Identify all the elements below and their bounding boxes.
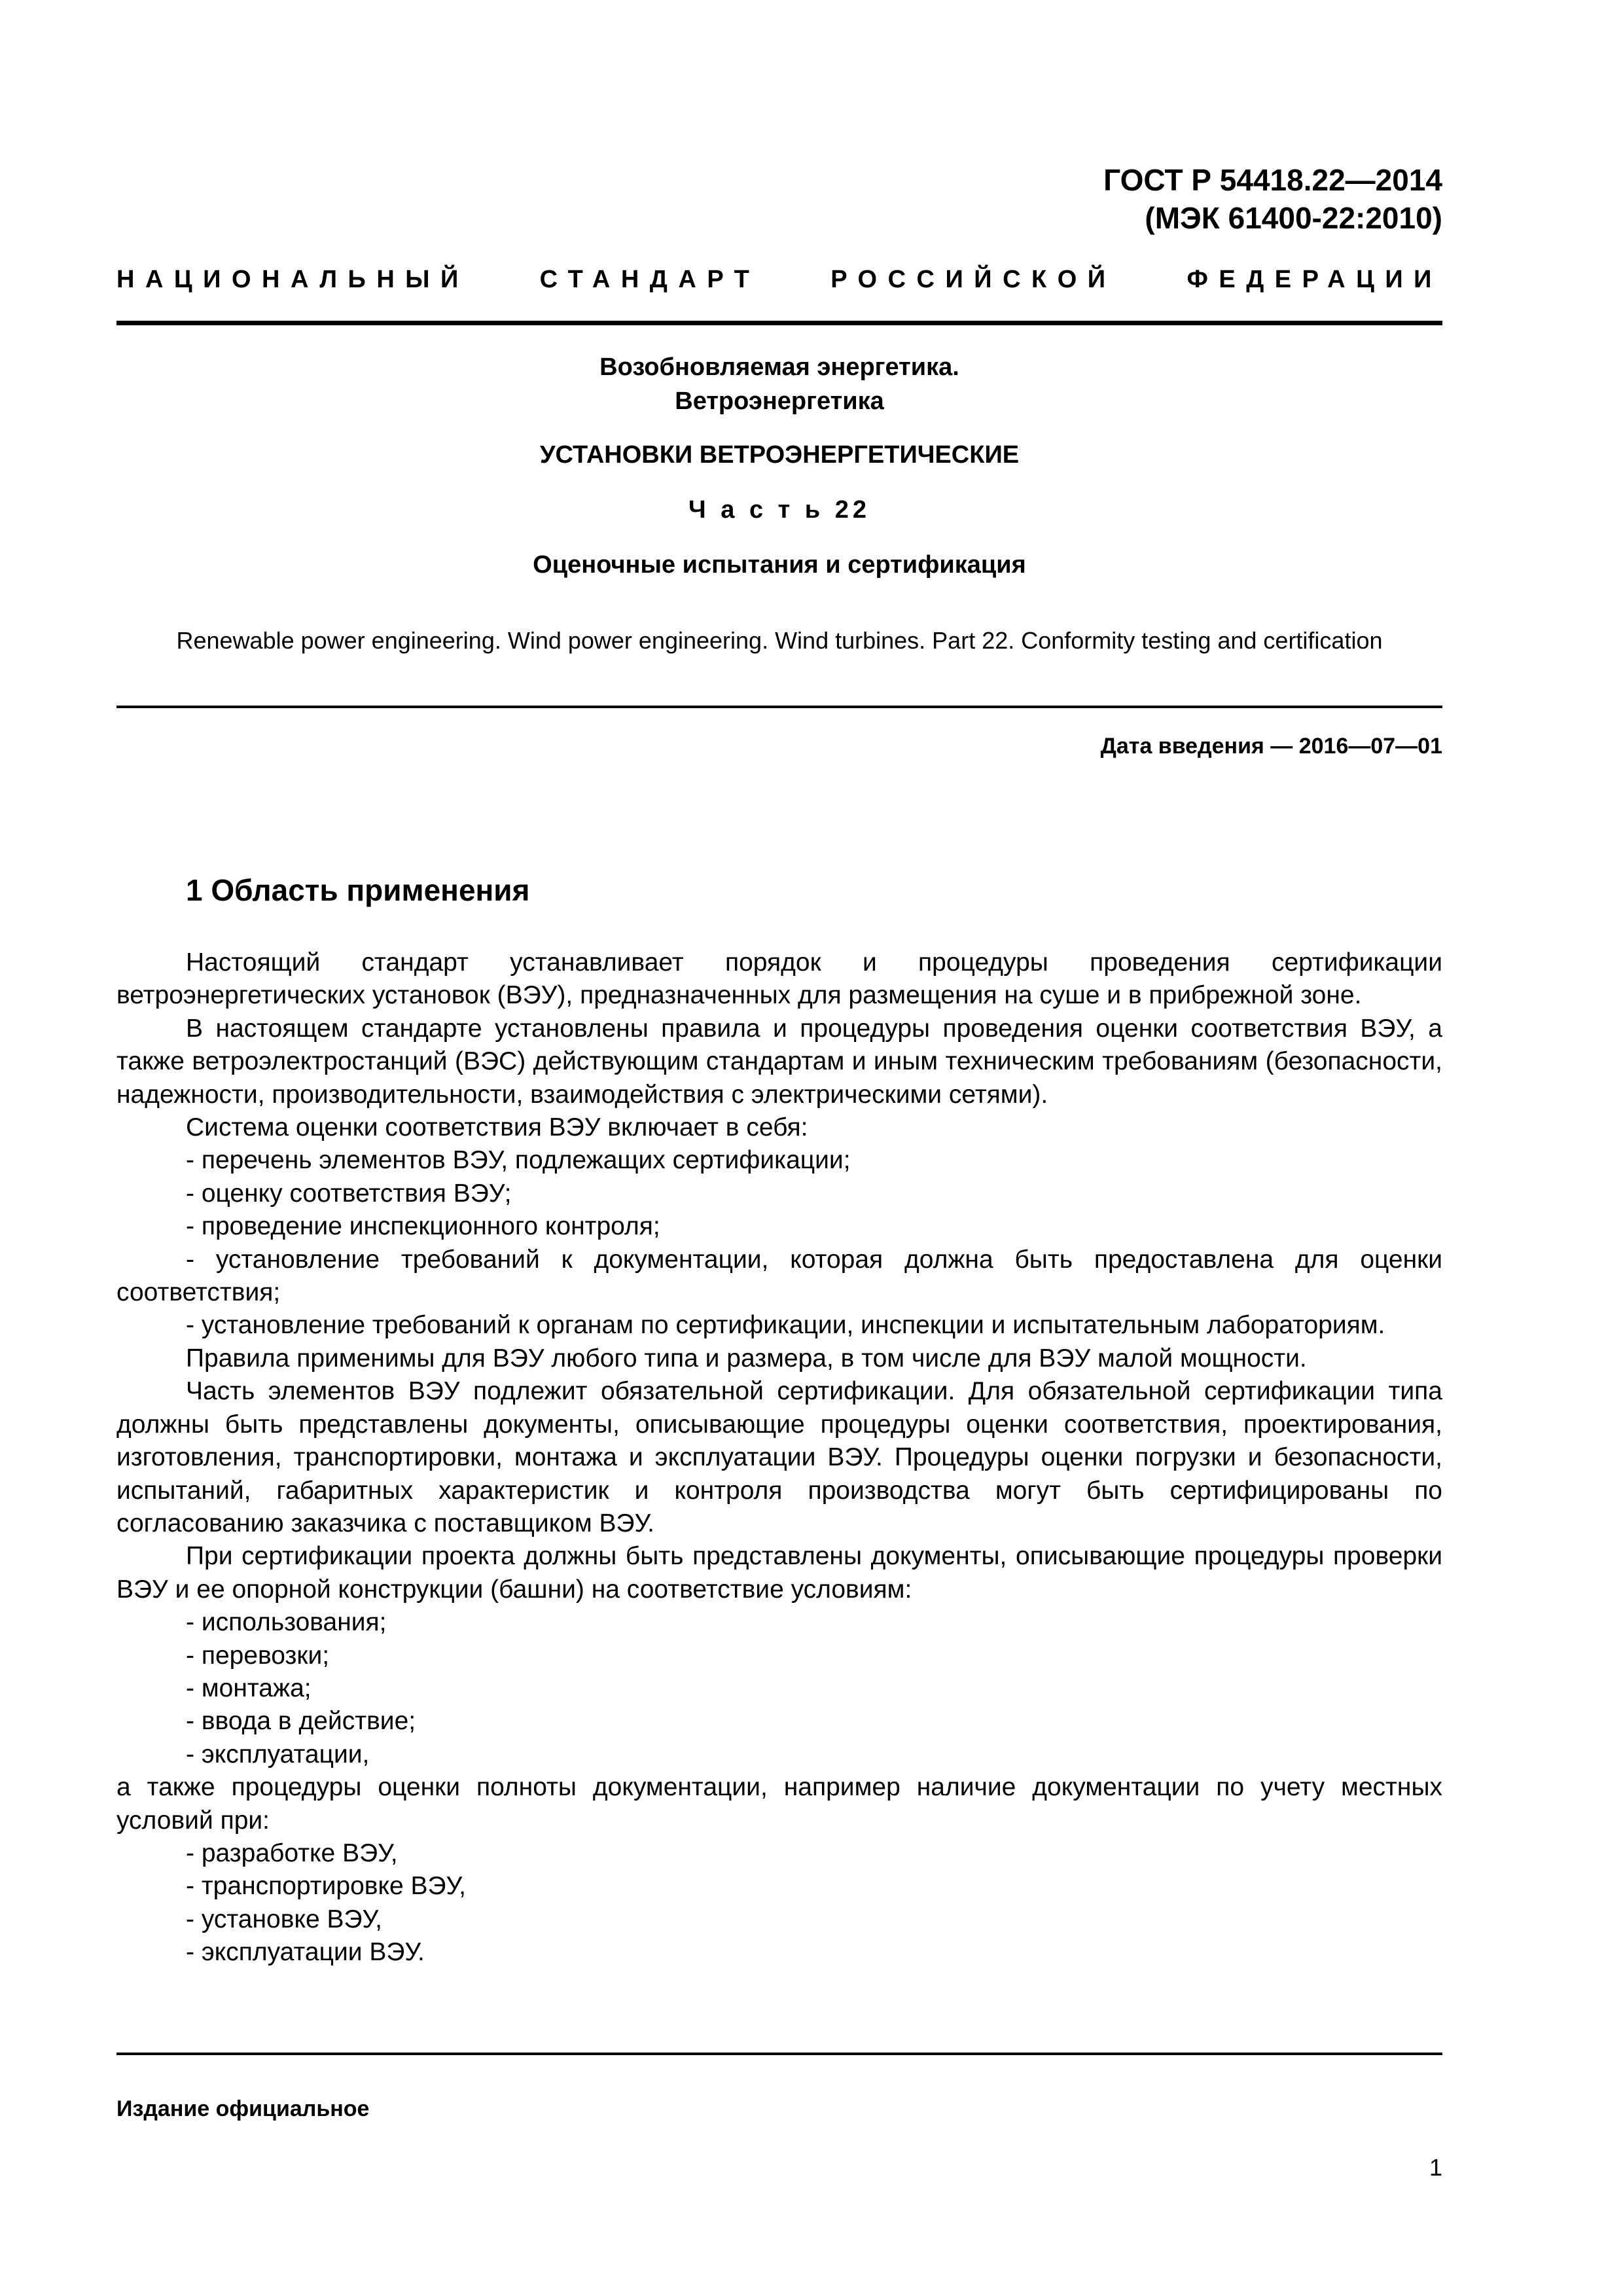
header-divider	[116, 321, 1442, 325]
page-number: 1	[1429, 2154, 1442, 2181]
paragraph: При сертификации проекта должны быть представлены документы, описывающие процедуры проверки ВЭУ и ее опорной конструкции (башни) на соответствие условиям:	[116, 1542, 1442, 1604]
footer-divider	[116, 2053, 1442, 2055]
list-item: - перечень элементов ВЭУ, подлежащих сертификации;	[186, 1146, 851, 1175]
list-item: - перевозки;	[186, 1641, 330, 1670]
title-divider	[116, 706, 1442, 708]
list-item: - эксплуатации ВЭУ.	[186, 1938, 425, 1967]
main-title: УСТАНОВКИ ВЕТРОЭНЕРГЕТИЧЕСКИЕ	[539, 441, 1020, 469]
list-item: - транспортировке ВЭУ,	[186, 1872, 466, 1901]
list-item: - установление требований к органам по сертификации, инспекции и испытательным лабораториям.	[186, 1311, 1385, 1340]
gost-number: ГОСТ Р 54418.22—2014	[1103, 163, 1442, 197]
banner-word: СТАНДАРТ	[539, 266, 760, 293]
title-line-2: Ветроэнергетика	[675, 387, 884, 415]
list-item: - проведение инспекционного контроля;	[186, 1212, 660, 1241]
certification-scope-list	[116, 1144, 1442, 1342]
list-item: - эксплуатации,	[186, 1740, 370, 1768]
local-conditions-list	[116, 1837, 1442, 1969]
section-heading: 1 Область применения	[186, 873, 530, 907]
title-line-1: Возобновляемая энергетика.	[599, 353, 959, 381]
standard-designation	[1103, 161, 1442, 237]
banner-word: РОССИЙСКОЙ	[830, 266, 1116, 293]
introduction-date: Дата введения — 2016—07—01	[1100, 734, 1442, 759]
list-item: - использования;	[186, 1608, 387, 1637]
iec-number: (МЭК 61400-22:2010)	[1145, 201, 1442, 235]
list-item: - разработке ВЭУ,	[186, 1839, 398, 1867]
official-edition-label: Издание официальное	[116, 2096, 370, 2121]
list-item: - ввода в действие;	[186, 1707, 416, 1736]
list-item: - установке ВЭУ,	[186, 1905, 382, 1933]
list-item: - монтажа;	[186, 1674, 312, 1702]
banner-word: НАЦИОНАЛЬНЫЙ	[116, 266, 469, 293]
national-standard-banner	[116, 266, 1442, 294]
conditions-list	[116, 1606, 1442, 1771]
paragraph: В настоящем стандарте установлены правила и процедуры проведения оценки соответствия ВЭУ, а также ветроэлектростанций (ВЭС) действующим стандартам и иным техническим требованиям (безопасности, надежности, производительности, взаимодействия с электрическими сетями).	[116, 1014, 1442, 1109]
paragraph: Система оценки соответствия ВЭУ включает в себя:	[186, 1113, 808, 1142]
list-item: - оценку соответствия ВЭУ;	[186, 1179, 512, 1208]
paragraph: Настоящий стандарт устанавливает порядок и процедуры проведения сертификации ветроэнергетических установок (ВЭУ), предназначенных для размещения на суше и в прибрежной зоне.	[116, 948, 1442, 1010]
paragraph: Правила применимы для ВЭУ любого типа и размера, в том числе для ВЭУ малой мощности.	[186, 1344, 1307, 1372]
section-body	[116, 946, 1442, 1969]
paragraph: а также процедуры оценки полноты документации, например наличие документации по учету местных условий при:	[116, 1773, 1442, 1835]
english-title: Renewable power engineering. Wind power engineering. Wind turbines. Part 22. Conformity testing and certification	[176, 627, 1383, 654]
part-number: Ч а с т ь 22	[688, 496, 870, 524]
paragraph: Часть элементов ВЭУ подлежит обязательной сертификации. Для обязательной сертификации типа должны быть представлены документы, описывающие процедуры оценки соответствия, проектирования, изготовления, транспортировки, монтажа и эксплуатации ВЭУ. Процедуры оценки погрузки и безопасности, испытаний, габаритных характеристик и контроля производства могут быть сертифицированы по согласованию заказчика с поставщиком ВЭУ.	[116, 1377, 1442, 1537]
subtitle: Оценочные испытания и сертификация	[533, 551, 1026, 579]
banner-word: ФЕДЕРАЦИИ	[1186, 266, 1442, 293]
list-item: - установление требований к документации, которая должна быть предоставлена для оценки соответствия;	[116, 1245, 1442, 1307]
